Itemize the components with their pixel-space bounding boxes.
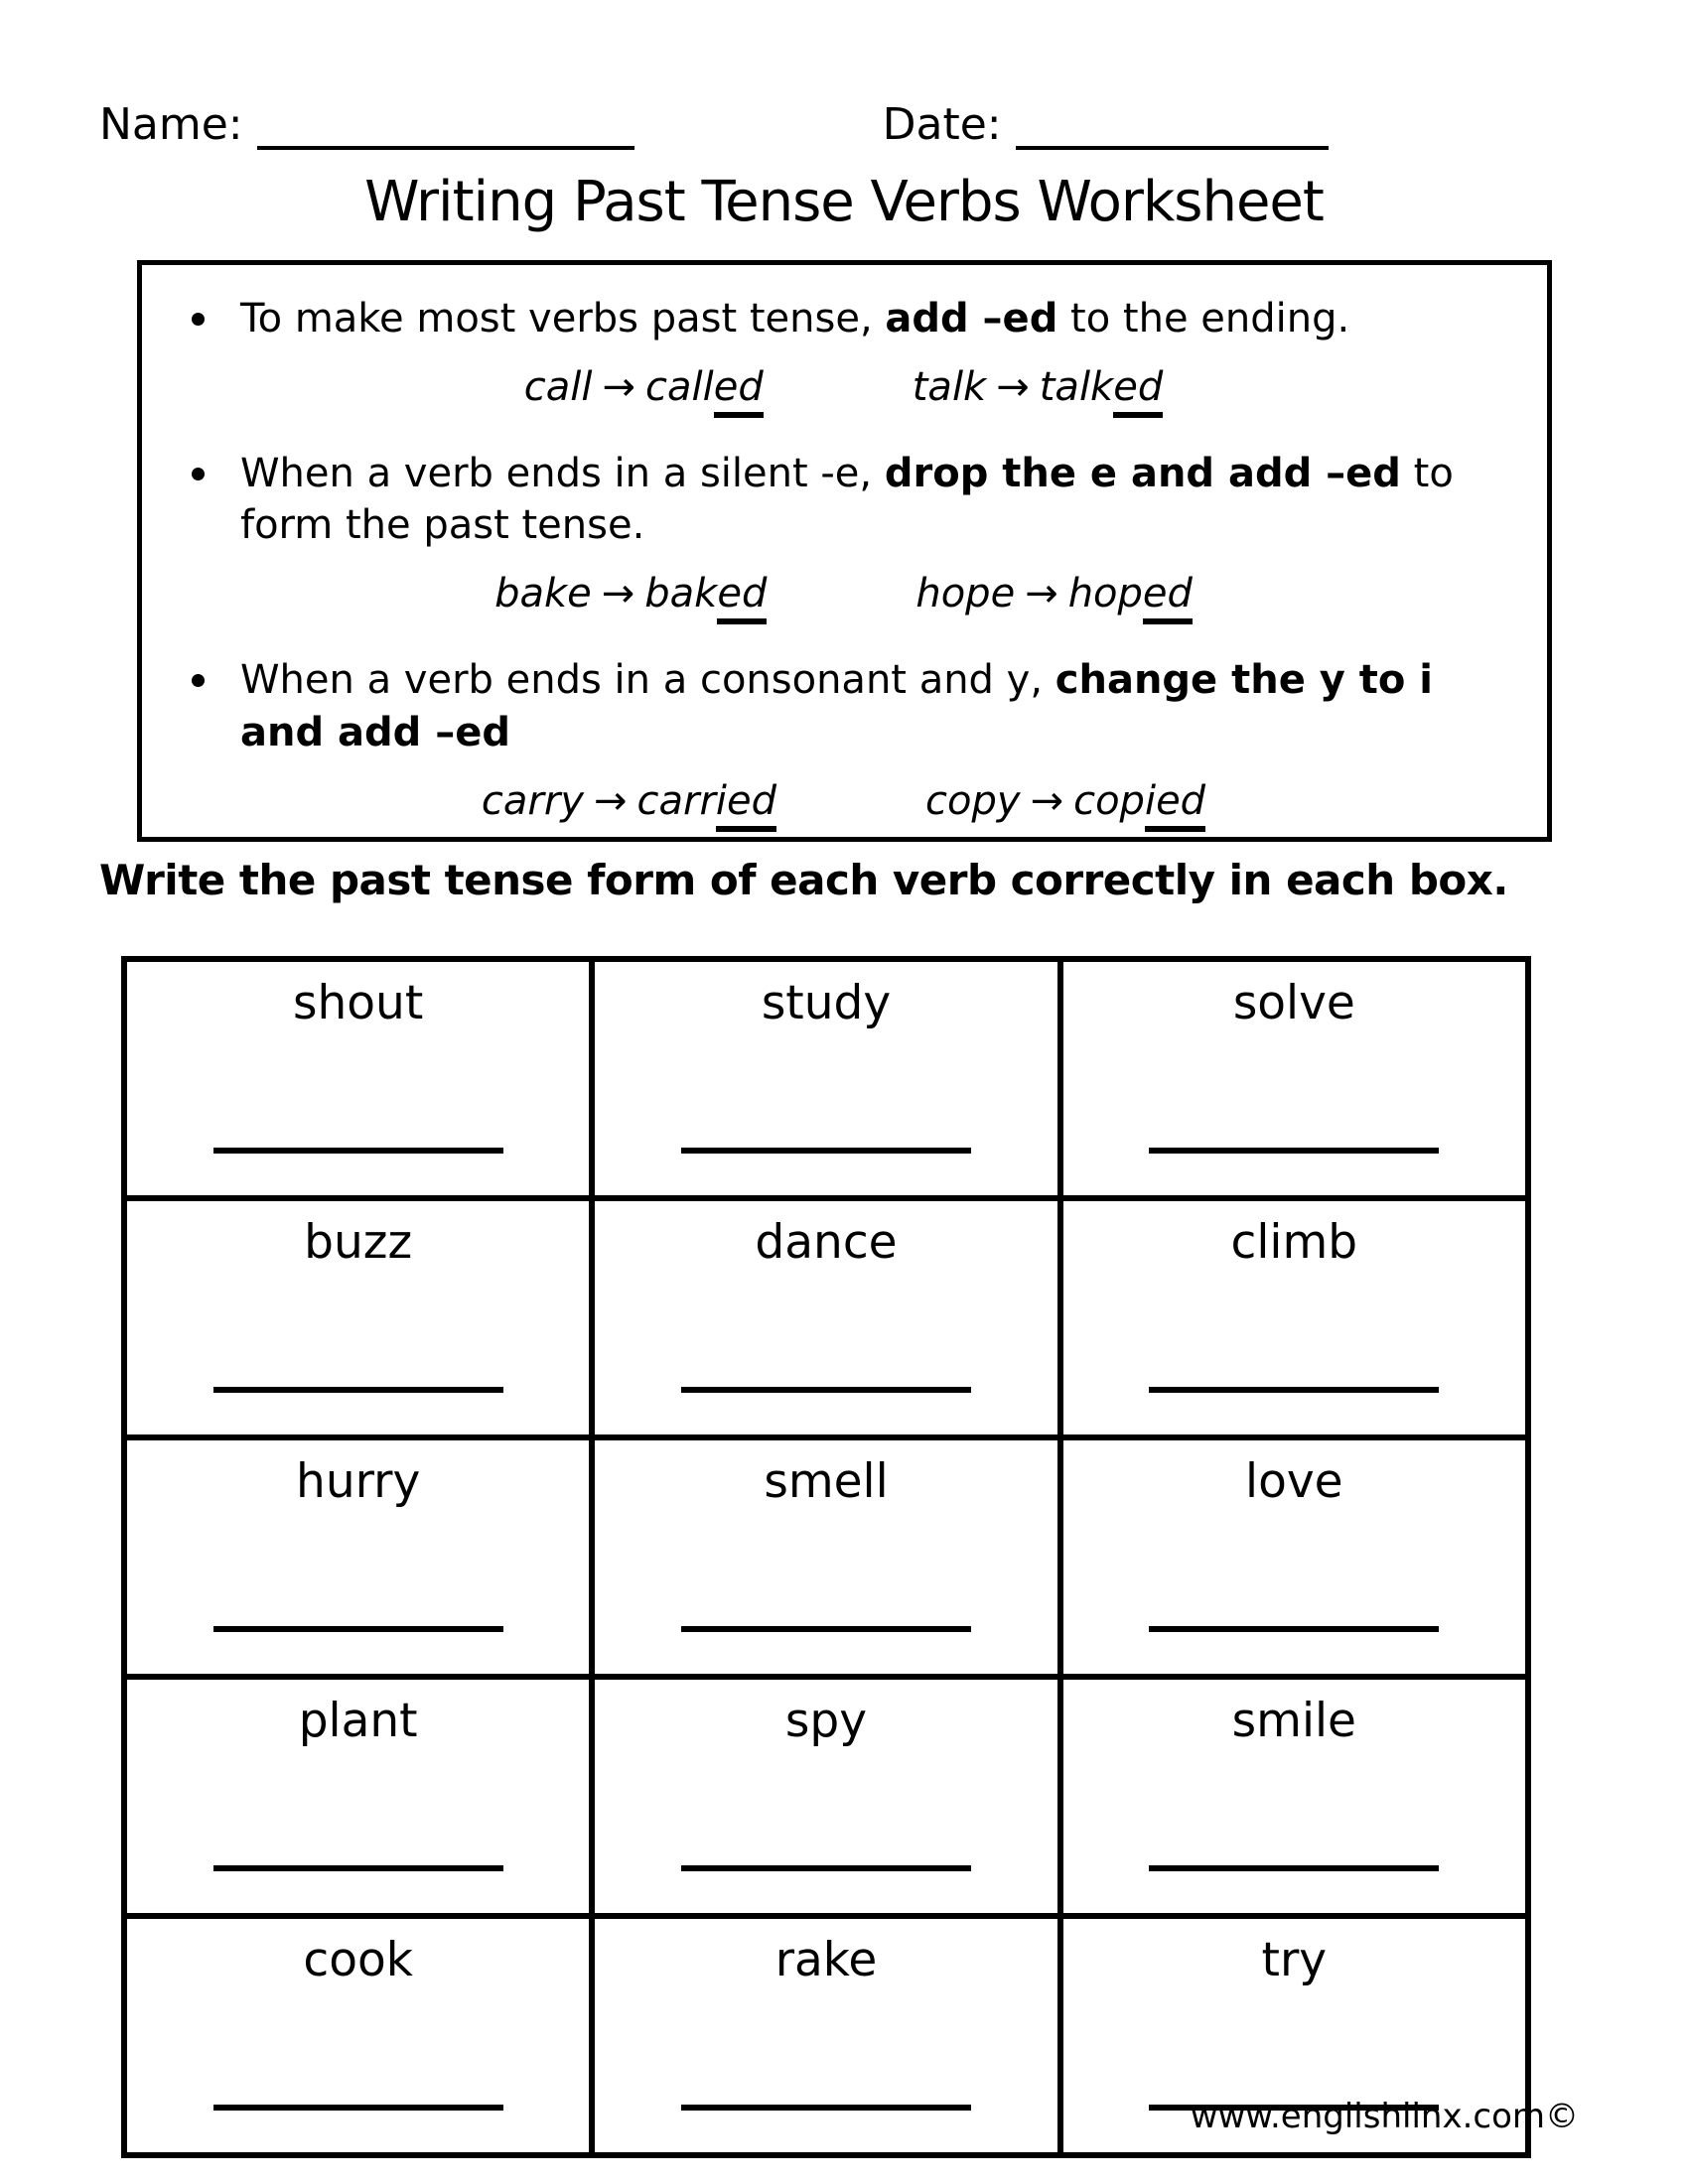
verb-word: rake xyxy=(774,1933,878,1988)
rule-2-text-post: to form the past tense. xyxy=(240,450,1454,549)
arrow-icon: → xyxy=(996,363,1030,410)
verb-cell xyxy=(124,1677,592,1916)
verb-word: hurry xyxy=(296,1454,421,1510)
answer-blank-line xyxy=(213,1387,503,1393)
verb-cell xyxy=(1060,1677,1528,1916)
header-row xyxy=(0,0,1688,150)
example-pair xyxy=(494,568,767,620)
arrow-icon: → xyxy=(594,777,628,824)
answer-blank-line xyxy=(213,1865,503,1871)
rules-box xyxy=(137,260,1552,842)
example-suffix-underlined: ed xyxy=(1143,571,1193,624)
answer-blank-line xyxy=(681,1148,971,1154)
rule-3-text xyxy=(240,654,1517,759)
page-title: Writing Past Tense Verbs Worksheet xyxy=(364,170,1324,234)
verb-word: shout xyxy=(293,976,424,1031)
verb-word: spy xyxy=(784,1694,868,1749)
example-pair xyxy=(524,361,764,414)
rule-2-examples xyxy=(170,568,1517,620)
verb-cell xyxy=(592,1916,1059,2155)
rule-3-text-pre: When a verb ends in a consonant and y, xyxy=(240,656,1055,703)
instruction-text: Write the past tense form of each verb correctly in each box. xyxy=(99,856,1508,905)
example-pair xyxy=(913,361,1163,414)
bullet-icon xyxy=(192,674,205,687)
bullet-icon xyxy=(192,313,205,326)
rule-3-examples xyxy=(170,775,1517,828)
arrow-icon: → xyxy=(1030,777,1064,824)
example-suffix-underlined: ed xyxy=(717,571,767,624)
example-suffix-underlined: ied xyxy=(716,778,776,832)
rule-3-line xyxy=(170,654,1517,759)
answer-blank-line xyxy=(681,1387,971,1393)
rule-item-1 xyxy=(170,293,1517,414)
rule-2-text-pre: When a verb ends in a silent -e, xyxy=(240,450,885,496)
verb-cell xyxy=(592,959,1059,1198)
verb-word: study xyxy=(761,976,892,1031)
example-base: call xyxy=(523,363,593,410)
date-label: Date: xyxy=(882,99,1002,150)
example-base: hope xyxy=(915,571,1016,617)
answer-blank-line xyxy=(213,2105,503,2111)
answer-blank-line xyxy=(681,1865,971,1871)
rule-item-3 xyxy=(170,654,1517,827)
rule-1-examples xyxy=(170,361,1517,414)
arrow-icon: → xyxy=(601,571,635,617)
answer-blank-line xyxy=(213,1148,503,1154)
example-stem: hop xyxy=(1067,571,1143,617)
example-stem: cop xyxy=(1073,777,1145,824)
verb-grid xyxy=(121,956,1531,2158)
example-base: carry xyxy=(481,777,584,824)
rule-2-text-bold: drop the e and add –ed xyxy=(884,450,1401,496)
rule-1-line xyxy=(170,293,1517,345)
example-pair xyxy=(482,775,776,828)
answer-blank-line xyxy=(1149,1148,1439,1154)
example-stem: carr xyxy=(636,777,716,824)
verb-cell xyxy=(124,1437,592,1677)
date-field-group xyxy=(883,99,1329,150)
verb-cell xyxy=(592,1198,1059,1437)
verb-word: love xyxy=(1245,1454,1343,1510)
answer-blank-line xyxy=(213,1626,503,1632)
example-stem: bak xyxy=(644,571,718,617)
verb-cell xyxy=(1060,1437,1528,1677)
answer-blank-line xyxy=(1149,1865,1439,1871)
rule-item-2 xyxy=(170,448,1517,620)
rule-2-line xyxy=(170,448,1517,553)
example-base: copy xyxy=(925,777,1021,824)
example-pair xyxy=(925,775,1205,828)
verb-word: climb xyxy=(1230,1215,1358,1271)
date-blank-line xyxy=(1016,100,1329,150)
arrow-icon: → xyxy=(1025,571,1058,617)
answer-blank-line xyxy=(681,2105,971,2111)
example-suffix-underlined: ed xyxy=(1113,364,1163,418)
rule-1-text-bold: add –ed xyxy=(885,296,1058,341)
arrow-icon: → xyxy=(602,363,636,410)
verb-cell xyxy=(1060,1198,1528,1437)
verb-word: smell xyxy=(764,1454,889,1510)
verb-word: dance xyxy=(755,1215,898,1271)
rule-1-text-post: to the ending. xyxy=(1057,296,1350,341)
example-pair xyxy=(915,568,1193,620)
verb-cell xyxy=(592,1437,1059,1677)
example-stem: call xyxy=(645,363,714,410)
example-suffix-underlined: ed xyxy=(714,364,764,418)
verb-cell xyxy=(124,959,592,1198)
verb-word: solve xyxy=(1232,976,1355,1031)
answer-blank-line xyxy=(1149,1626,1439,1632)
example-suffix-underlined: ied xyxy=(1145,778,1205,832)
rule-3-text-bold: change the y to i and add –ed xyxy=(240,656,1433,755)
verb-cell xyxy=(124,1198,592,1437)
verb-word: try xyxy=(1261,1933,1328,1988)
verb-cell xyxy=(124,1916,592,2155)
rule-1-text xyxy=(240,293,1517,345)
answer-blank-line xyxy=(1149,1387,1439,1393)
bullet-icon xyxy=(192,468,205,480)
verb-cell xyxy=(1060,959,1528,1198)
name-blank-line xyxy=(257,100,634,150)
example-base: bake xyxy=(494,571,592,617)
verb-cell xyxy=(592,1677,1059,1916)
rule-1-text-pre: To make most verbs past tense, xyxy=(240,296,886,341)
verb-word: cook xyxy=(303,1933,413,1988)
name-label: Name: xyxy=(99,99,243,150)
example-stem: talk xyxy=(1039,363,1114,410)
website-credit: www.englishlinx.com© xyxy=(1190,2097,1579,2136)
verb-word: plant xyxy=(298,1694,418,1749)
answer-blank-line xyxy=(681,1626,971,1632)
rule-2-text xyxy=(240,448,1517,553)
verb-word: buzz xyxy=(304,1215,413,1271)
verb-word: smile xyxy=(1231,1694,1356,1749)
name-field-group xyxy=(99,99,634,150)
example-base: talk xyxy=(912,363,987,410)
